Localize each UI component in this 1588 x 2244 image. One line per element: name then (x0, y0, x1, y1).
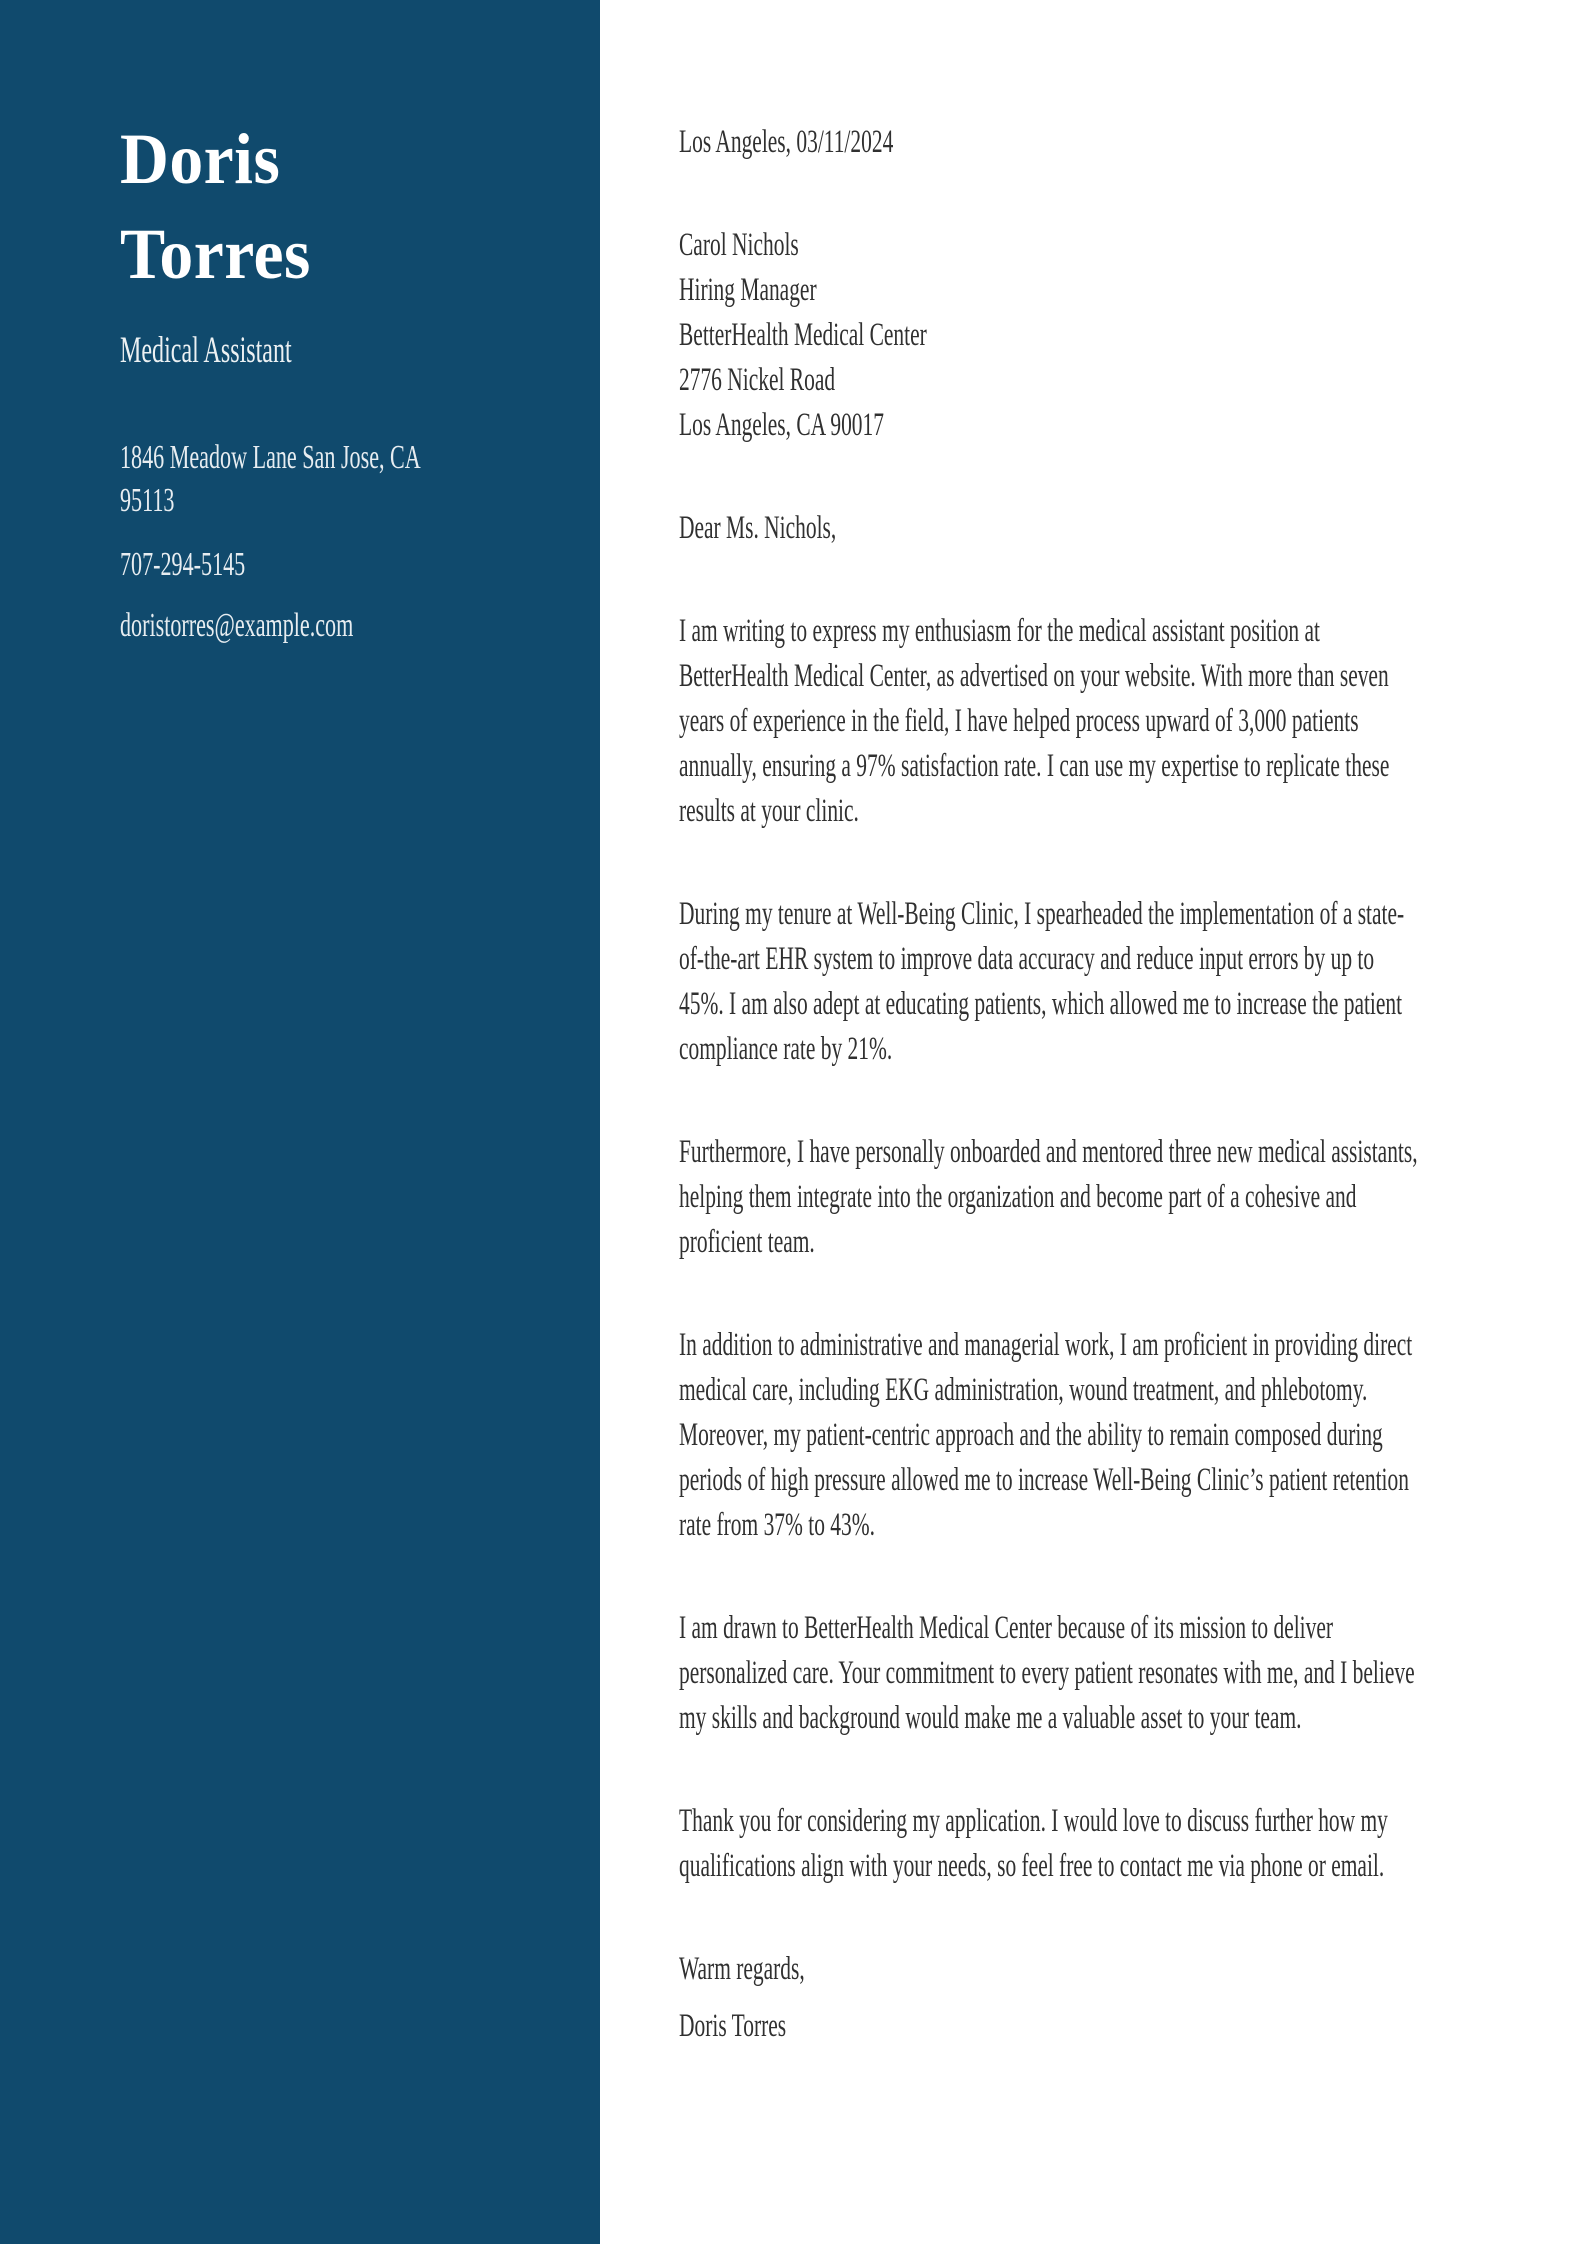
salutation: Dear Ms. Nichols, (679, 510, 837, 546)
body-line: proficient team. (679, 1224, 815, 1260)
address-line-2: 95113 (120, 482, 175, 519)
letter-paragraph (679, 1606, 1479, 1741)
address-line-1: 1846 Meadow Lane San Jose, CA (120, 439, 421, 476)
body-line: years of experience in the field, I have helped process upward of 3,000 patients (679, 703, 1359, 739)
body-line: results at your clinic. (679, 793, 859, 829)
body-line: periods of high pressure allowed me to increase Well-Being Clinic’s patient retention (679, 1462, 1409, 1498)
body-line: my skills and background would make me a valuable asset to your team. (679, 1700, 1302, 1736)
signature: Doris Torres (679, 2008, 787, 2044)
body-line: During my tenure at Well-Being Clinic, I spearheaded the implementation of a state- (679, 896, 1405, 932)
body-line: BetterHealth Medical Center, as advertised on your website. With more than seven (679, 658, 1389, 694)
body-line: Thank you for considering my application. I would love to discuss further how my (679, 1803, 1388, 1839)
letter (679, 120, 1479, 2049)
letter-date: Los Angeles, 03/11/2024 (679, 124, 894, 160)
body-line: personalized care. Your commitment to every patient resonates with me, and I believe (679, 1655, 1415, 1691)
body-line: of-the-art EHR system to improve data accuracy and reduce input errors by up to (679, 941, 1375, 977)
recipient-line: 2776 Nickel Road (679, 362, 836, 398)
candidate-name: Doris Torres (120, 119, 311, 294)
recipient-line: Hiring Manager (679, 272, 817, 308)
letter-body (679, 609, 1479, 1889)
job-title: Medical Assistant (120, 330, 292, 371)
body-line: Furthermore, I have personally onboarded and mentored three new medical assistants, (679, 1134, 1418, 1170)
body-line: medical care, including EKG administration, wound treatment, and phlebotomy. (679, 1372, 1368, 1408)
sidebar (0, 0, 600, 2244)
body-line: helping them integrate into the organization and become part of a cohesive and (679, 1179, 1357, 1215)
body-line: qualifications align with your needs, so feel free to contact me via phone or email. (679, 1848, 1385, 1884)
recipient-line: Carol Nichols (679, 227, 799, 263)
closing: Warm regards, (679, 1951, 805, 1987)
letter-paragraph (679, 609, 1479, 834)
recipient-line: Los Angeles, CA 90017 (679, 407, 884, 443)
letter-paragraph (679, 1130, 1479, 1265)
body-line: rate from 37% to 43%. (679, 1507, 875, 1543)
body-line: 45%. I am also adept at educating patients, which allowed me to increase the patient (679, 986, 1403, 1022)
body-line: I am writing to express my enthusiasm for the medical assistant position at (679, 613, 1321, 649)
email: doristorres@example.com (120, 607, 354, 644)
phone: 707-294-5145 (120, 546, 246, 583)
letter-paragraph (679, 892, 1479, 1072)
letter-paragraph (679, 1799, 1479, 1889)
body-line: I am drawn to BetterHealth Medical Center because of its mission to deliver (679, 1610, 1334, 1646)
letter-paragraph (679, 1323, 1479, 1548)
recipient-block (679, 223, 1479, 448)
address (120, 436, 536, 522)
body-line: Moreover, my patient-centric approach and the ability to remain composed during (679, 1417, 1383, 1453)
body-line: annually, ensuring a 97% satisfaction rate. I can use my expertise to replicate these (679, 748, 1390, 784)
body-line: In addition to administrative and managerial work, I am proficient in providing direct (679, 1327, 1413, 1363)
recipient-line: BetterHealth Medical Center (679, 317, 927, 353)
body-line: compliance rate by 21%. (679, 1031, 893, 1067)
